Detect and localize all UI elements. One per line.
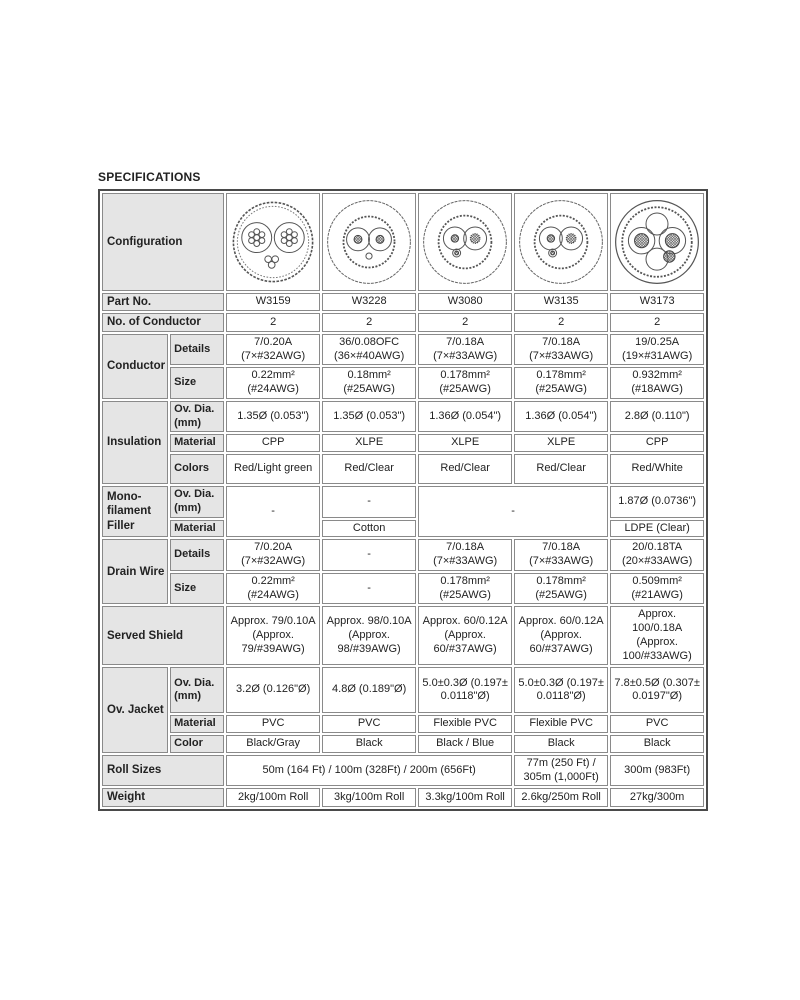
conductor-size-w3173: 0.932mm² (#18AWG) (610, 367, 704, 399)
part-no-w3135: W3135 (514, 293, 608, 311)
no-of-conductor-w3173: 2 (610, 313, 704, 331)
served-shield-w3159: Approx. 79/0.10A (Approx. 79/#39AWG) (226, 606, 320, 665)
row-label-weight: Weight (102, 788, 224, 806)
filler-w3159: - (226, 486, 320, 537)
no-of-conductor-w3159: 2 (226, 313, 320, 331)
conductor-size-w3080: 0.178mm² (#25AWG) (418, 367, 512, 399)
drain-details-w3228: - (322, 539, 416, 571)
conductor-details-w3080: 7/0.18A (7×#33AWG) (418, 334, 512, 366)
row-roll-sizes (102, 755, 704, 787)
row-part-no (102, 293, 704, 311)
configuration-cell-w3135 (514, 193, 608, 291)
insulation-colors-w3080: Red/Clear (418, 454, 512, 484)
cable-cross-section-w3159-icon (229, 197, 317, 287)
row-configuration (102, 193, 704, 291)
drain-size-w3173: 0.509mm² (#21AWG) (610, 573, 704, 605)
sublabel-insulation-ov-dia: Ov. Dia. (mm) (170, 401, 224, 433)
cable-cross-section-w3228-icon (325, 197, 413, 287)
sublabel-conductor-size: Size (170, 367, 224, 399)
insulation-material-w3135: XLPE (514, 434, 608, 452)
no-of-conductor-w3228: 2 (322, 313, 416, 331)
page-title: SPECIFICATIONS (98, 170, 201, 184)
sublabel-jacket-ov-dia: Ov. Dia. (mm) (170, 667, 224, 713)
jacket-color-w3228: Black (322, 735, 416, 753)
no-of-conductor-w3135: 2 (514, 313, 608, 331)
drain-size-w3159: 0.22mm² (#24AWG) (226, 573, 320, 605)
insulation-ov-dia-w3159: 1.35Ø (0.053") (226, 401, 320, 433)
insulation-material-w3173: CPP (610, 434, 704, 452)
served-shield-w3135: Approx. 60/0.12A (Approx. 60/#37AWG) (514, 606, 608, 665)
jacket-ov-dia-w3080: 5.0±0.3Ø (0.197± 0.0118"Ø) (418, 667, 512, 713)
row-drain-details (102, 539, 704, 571)
sublabel-jacket-color: Color (170, 735, 224, 753)
served-shield-w3173: Approx. 100/0.18A (Approx. 100/#33AWG) (610, 606, 704, 665)
row-conductor-size (102, 367, 704, 399)
cable-cross-section-w3135-icon (517, 197, 605, 287)
row-drain-size (102, 573, 704, 605)
weight-w3173: 27kg/300m (610, 788, 704, 806)
no-of-conductor-w3080: 2 (418, 313, 512, 331)
filler-ov-dia-w3173: 1.87Ø (0.0736") (610, 486, 704, 518)
drain-details-w3159: 7/0.20A (7×#32AWG) (226, 539, 320, 571)
insulation-material-w3228: XLPE (322, 434, 416, 452)
row-served-shield (102, 606, 704, 665)
sublabel-jacket-material: Material (170, 715, 224, 733)
jacket-color-w3159: Black/Gray (226, 735, 320, 753)
jacket-color-w3173: Black (610, 735, 704, 753)
row-label-part-no: Part No. (102, 293, 224, 311)
row-no-of-conductor (102, 313, 704, 331)
drain-size-w3135: 0.178mm² (#25AWG) (514, 573, 608, 605)
insulation-colors-w3135: Red/Clear (514, 454, 608, 484)
drain-size-w3228: - (322, 573, 416, 605)
row-conductor-details (102, 334, 704, 366)
row-insulation-ov-dia (102, 401, 704, 433)
sublabel-conductor-details: Details (170, 334, 224, 366)
served-shield-w3228: Approx. 98/0.10A (Approx. 98/#39AWG) (322, 606, 416, 665)
jacket-ov-dia-w3135: 5.0±0.3Ø (0.197± 0.0118"Ø) (514, 667, 608, 713)
conductor-size-w3135: 0.178mm² (#25AWG) (514, 367, 608, 399)
sublabel-drain-details: Details (170, 539, 224, 571)
conductor-size-w3159: 0.22mm² (#24AWG) (226, 367, 320, 399)
drain-size-w3080: 0.178mm² (#25AWG) (418, 573, 512, 605)
group-label-drain-wire: Drain Wire (102, 539, 168, 604)
row-jacket-material (102, 715, 704, 733)
filler-material-w3173: LDPE (Clear) (610, 520, 704, 538)
roll-sizes-w3135: 77m (250 Ft) / 305m (1,000Ft) (514, 755, 608, 787)
cable-cross-section-w3173-icon (613, 197, 701, 287)
jacket-color-w3080: Black / Blue (418, 735, 512, 753)
row-label-served-shield: Served Shield (102, 606, 224, 665)
sublabel-drain-size: Size (170, 573, 224, 605)
insulation-material-w3159: CPP (226, 434, 320, 452)
group-label-ov-jacket: Ov. Jacket (102, 667, 168, 753)
part-no-w3159: W3159 (226, 293, 320, 311)
conductor-details-w3228: 36/0.08OFC (36×#40AWG) (322, 334, 416, 366)
group-label-mono-filament-filler: Mono-filament Filler (102, 486, 168, 537)
roll-sizes-w3173: 300m (983Ft) (610, 755, 704, 787)
group-label-insulation: Insulation (102, 401, 168, 484)
jacket-material-w3228: PVC (322, 715, 416, 733)
row-insulation-colors (102, 454, 704, 484)
configuration-cell-w3228 (322, 193, 416, 291)
part-no-w3228: W3228 (322, 293, 416, 311)
conductor-details-w3173: 19/0.25A (19×#31AWG) (610, 334, 704, 366)
row-filler-material (102, 520, 704, 538)
sublabel-filler-ov-dia: Ov. Dia. (mm) (170, 486, 224, 518)
conductor-details-w3159: 7/0.20A (7×#32AWG) (226, 334, 320, 366)
jacket-material-w3080: Flexible PVC (418, 715, 512, 733)
configuration-cell-w3159 (226, 193, 320, 291)
filler-material-w3228: Cotton (322, 520, 416, 538)
row-label-no-of-conductor: No. of Conductor (102, 313, 224, 331)
insulation-colors-w3173: Red/White (610, 454, 704, 484)
configuration-cell-w3173 (610, 193, 704, 291)
row-label-configuration: Configuration (102, 193, 224, 291)
weight-w3228: 3kg/100m Roll (322, 788, 416, 806)
weight-w3159: 2kg/100m Roll (226, 788, 320, 806)
jacket-ov-dia-w3173: 7.8±0.5Ø (0.307± 0.0197"Ø) (610, 667, 704, 713)
conductor-details-w3135: 7/0.18A (7×#33AWG) (514, 334, 608, 366)
jacket-material-w3159: PVC (226, 715, 320, 733)
sublabel-insulation-colors: Colors (170, 454, 224, 484)
drain-details-w3173: 20/0.18TA (20×#33AWG) (610, 539, 704, 571)
row-jacket-color (102, 735, 704, 753)
part-no-w3080: W3080 (418, 293, 512, 311)
filler-ov-dia-w3228: - (322, 486, 416, 518)
jacket-ov-dia-w3159: 3.2Ø (0.126"Ø) (226, 667, 320, 713)
insulation-ov-dia-w3080: 1.36Ø (0.054") (418, 401, 512, 433)
row-insulation-material (102, 434, 704, 452)
specifications-table (98, 189, 708, 811)
part-no-w3173: W3173 (610, 293, 704, 311)
jacket-color-w3135: Black (514, 735, 608, 753)
row-filler-ov-dia (102, 486, 704, 518)
cable-cross-section-w3080-icon (421, 197, 509, 287)
sublabel-insulation-material: Material (170, 434, 224, 452)
served-shield-w3080: Approx. 60/0.12A (Approx. 60/#37AWG) (418, 606, 512, 665)
filler-w3080-w3135: - (418, 486, 608, 537)
row-weight (102, 788, 704, 806)
conductor-size-w3228: 0.18mm² (#25AWG) (322, 367, 416, 399)
weight-w3080: 3.3kg/100m Roll (418, 788, 512, 806)
insulation-material-w3080: XLPE (418, 434, 512, 452)
insulation-ov-dia-w3173: 2.8Ø (0.110") (610, 401, 704, 433)
configuration-cell-w3080 (418, 193, 512, 291)
jacket-material-w3135: Flexible PVC (514, 715, 608, 733)
insulation-ov-dia-w3135: 1.36Ø (0.054") (514, 401, 608, 433)
insulation-colors-w3159: Red/Light green (226, 454, 320, 484)
row-label-roll-sizes: Roll Sizes (102, 755, 224, 787)
weight-w3135: 2.6kg/250m Roll (514, 788, 608, 806)
insulation-colors-w3228: Red/Clear (322, 454, 416, 484)
drain-details-w3135: 7/0.18A (7×#33AWG) (514, 539, 608, 571)
insulation-ov-dia-w3228: 1.35Ø (0.053") (322, 401, 416, 433)
row-jacket-ov-dia (102, 667, 704, 713)
roll-sizes-w3159-w3228-w3080: 50m (164 Ft) / 100m (328Ft) / 200m (656Ft) (226, 755, 512, 787)
jacket-ov-dia-w3228: 4.8Ø (0.189"Ø) (322, 667, 416, 713)
sublabel-filler-material: Material (170, 520, 224, 538)
group-label-conductor: Conductor (102, 334, 168, 399)
jacket-material-w3173: PVC (610, 715, 704, 733)
drain-details-w3080: 7/0.18A (7×#33AWG) (418, 539, 512, 571)
